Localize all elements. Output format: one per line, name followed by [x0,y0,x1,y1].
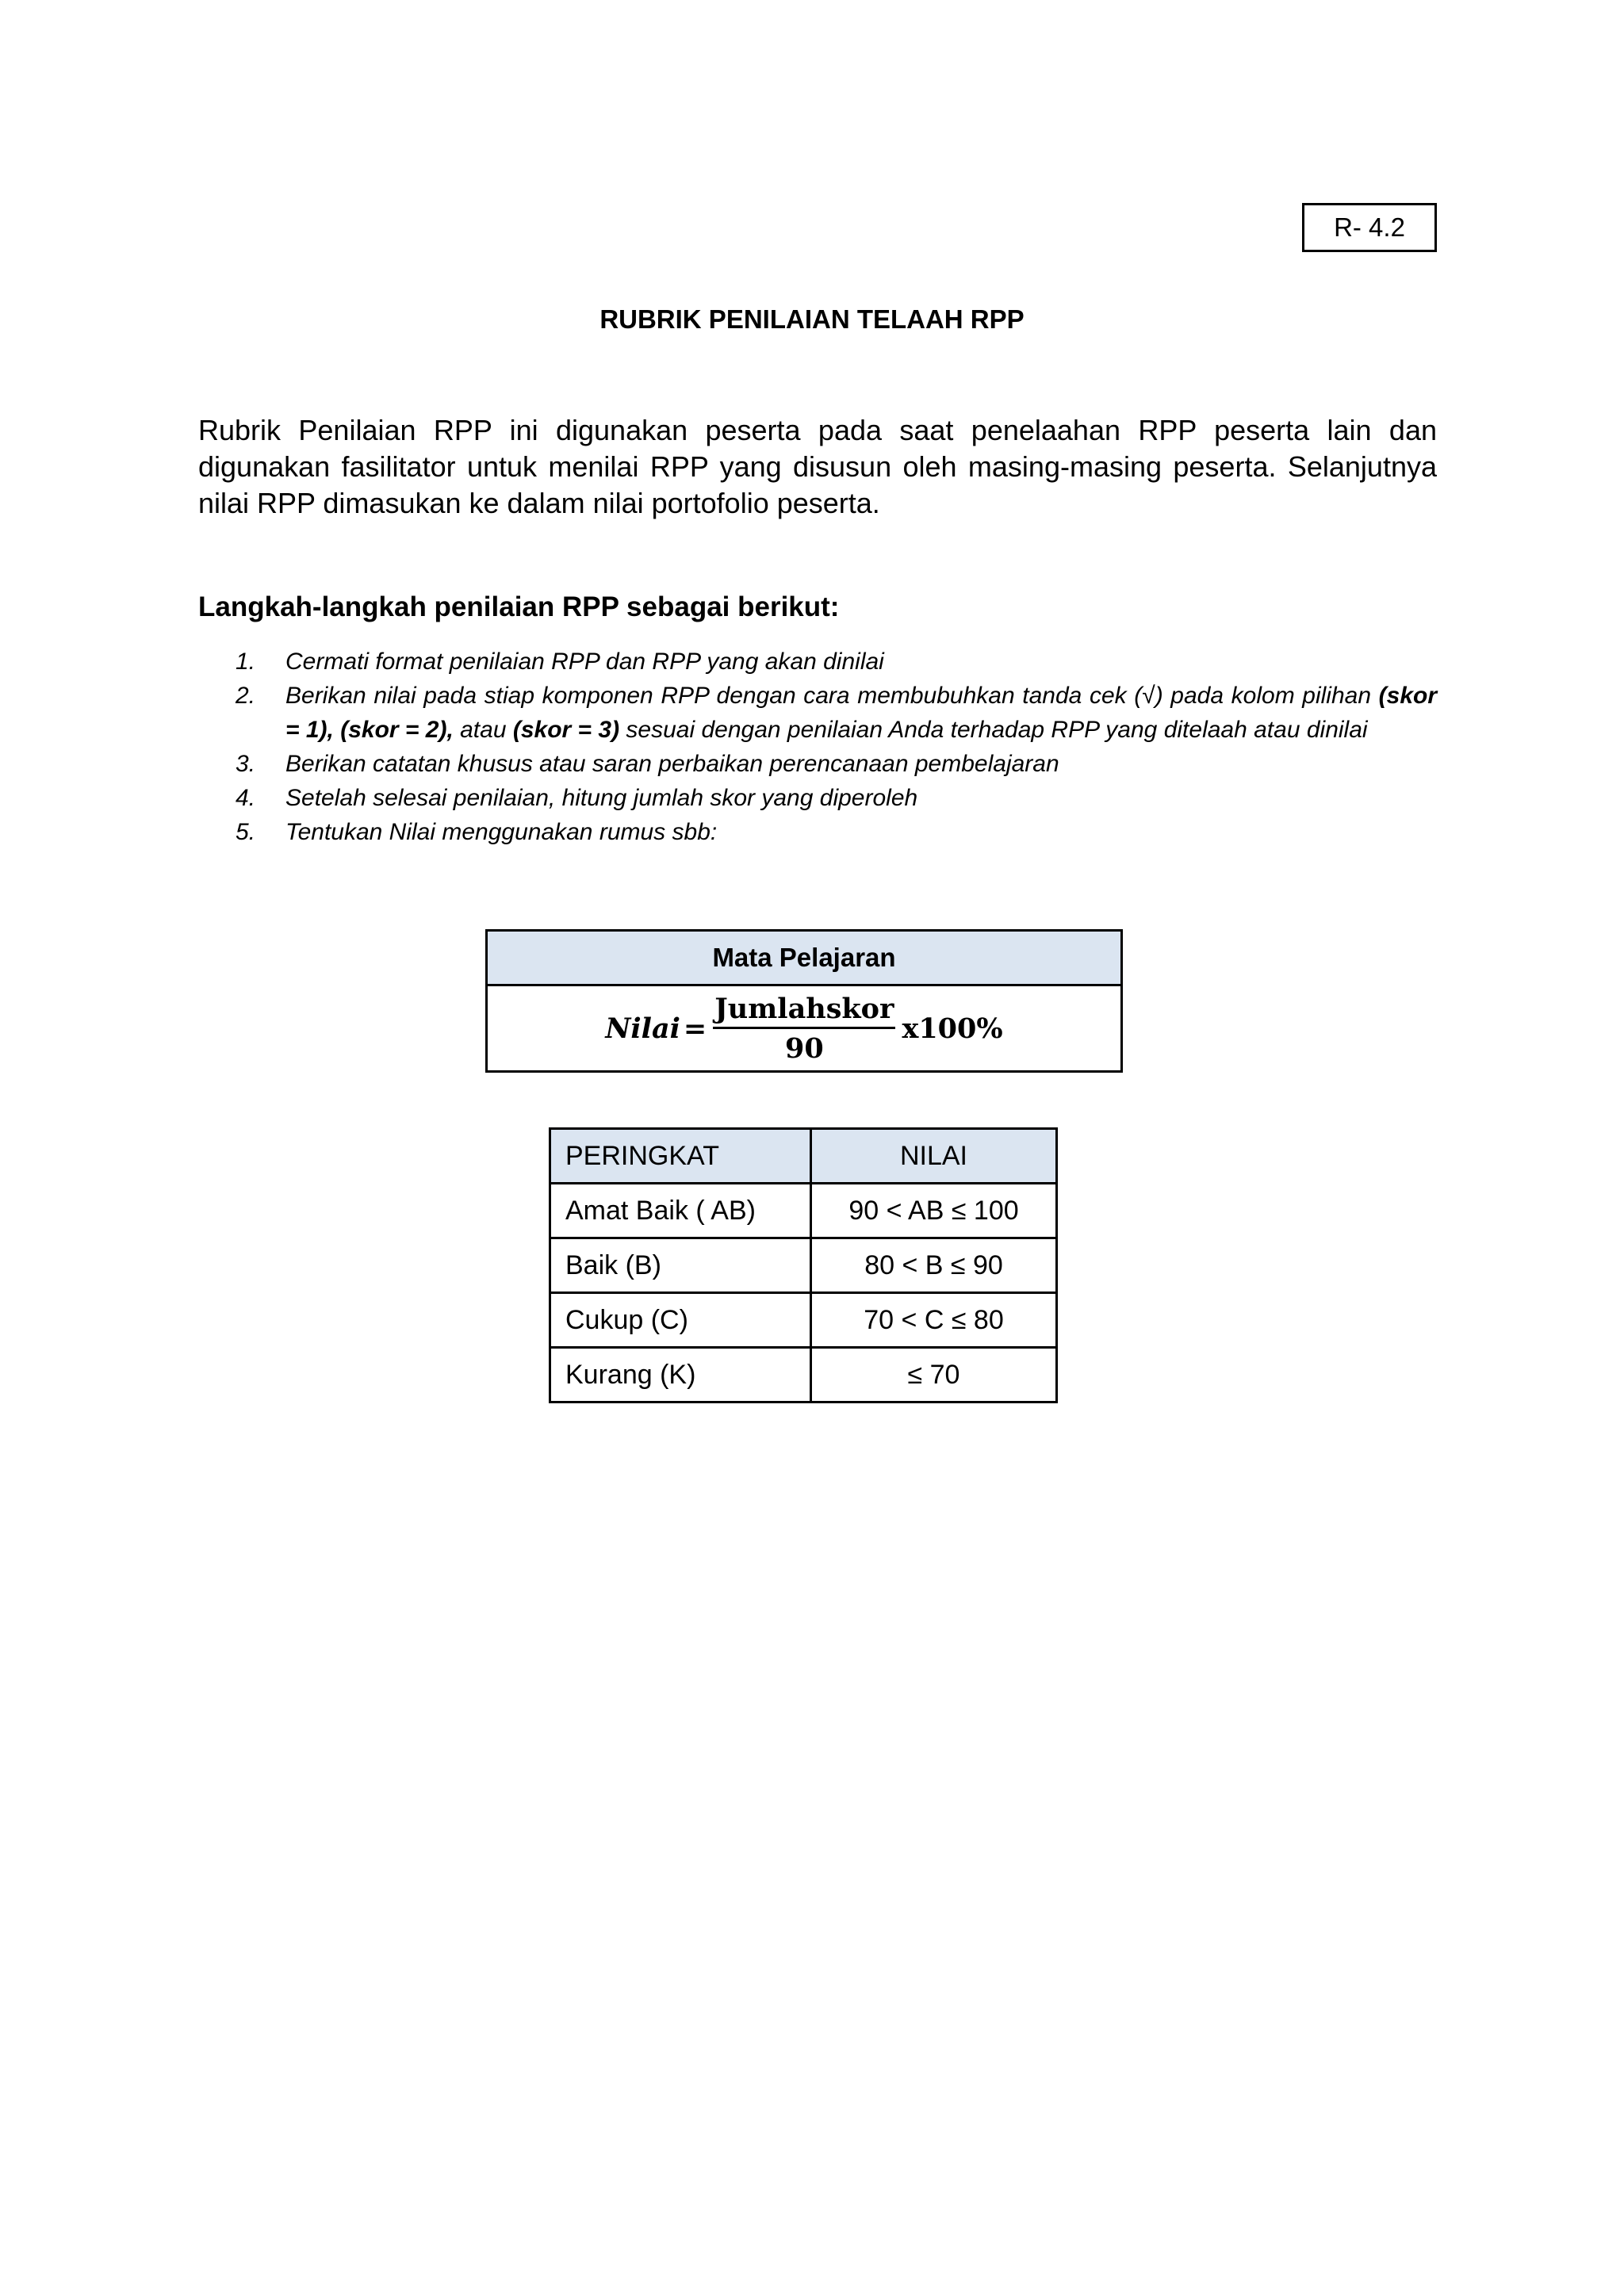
formula-table-header: Mata Pelajaran [487,931,1122,985]
grade-label: Cukup (C) [550,1293,811,1348]
list-item [198,679,1437,747]
step-number: 4. [236,785,256,811]
grade-range: 80 < B ≤ 90 [811,1238,1057,1293]
step-text-part: atau [453,717,513,743]
table-row [550,1184,1057,1238]
grade-range: ≤ 70 [811,1348,1057,1402]
formula-rhs: x100% [902,1012,1003,1045]
formula-numerator: Jumlahskor [713,993,895,1029]
grade-range: 90 < AB ≤ 100 [811,1184,1057,1238]
formula-cell [487,985,1122,1072]
step-text-part [334,717,340,743]
step-text: Tentukan Nilai menggunakan rumus sbb: [285,819,718,845]
formula-table [485,929,1123,1073]
list-item [198,747,1437,781]
score-3-label: (skor = 3) [512,717,620,743]
grade-label: Baik (B) [550,1238,811,1293]
step-number: 2. [236,683,256,709]
grade-label: Kurang (K) [550,1348,811,1402]
column-header: PERINGKAT [550,1129,811,1184]
document-title: RUBRIK PENILAIAN TELAAH RPP [599,304,1025,334]
formula-lhs: Nilai [605,1012,680,1045]
grade-range: 70 < C ≤ 80 [811,1293,1057,1348]
formula-fraction [713,993,895,1065]
step-text-part: Berikan nilai pada stiap komponen RPP dengan cara membubuhkan tanda cek (√) pada kolom pilihan [285,683,1379,709]
formula-denominator: 90 [784,1031,824,1065]
document-code-box [1302,203,1437,252]
score-formula [605,993,1002,1065]
step-text-part: sesuai dengan penilaian Anda terhadap RPP yang ditelaah atau dinilai [619,717,1368,743]
formula-equals: = [683,1012,707,1045]
table-row [550,1348,1057,1402]
list-item [198,781,1437,815]
list-item [198,645,1437,679]
step-number: 5. [236,819,256,845]
grade-table [549,1127,1058,1403]
step-text: Berikan catatan khusus atau saran perbaikan perencanaan pembelajaran [285,751,1059,777]
document-code: R- 4.2 [1334,212,1405,242]
list-item [198,815,1437,849]
column-header: NILAI [811,1129,1057,1184]
step-number: 1. [236,649,256,675]
step-text [285,679,1437,747]
step-text: Cermati format penilaian RPP dan RPP yang akan dinilai [285,649,884,675]
score-1-label: (skor = 1), [285,683,1437,743]
steps-heading: Langkah-langkah penilaian RPP sebagai berikut: [198,591,840,622]
steps-list [198,645,1437,849]
table-row [550,1238,1057,1293]
step-number: 3. [236,751,256,777]
grade-label: Amat Baik ( AB) [550,1184,811,1238]
intro-paragraph: Rubrik Penilaian RPP ini digunakan peserta pada saat penelaahan RPP peserta lain dan digunakan fasilitator untuk menilai RPP yang disusun oleh masing-masing peserta. Selanjutnya nilai RPP dimasukan ke dalam nilai portofolio peserta. [198,414,1437,519]
table-header-row [550,1129,1057,1184]
score-2-label: (skor = 2), [340,717,454,743]
step-text: Setelah selesai penilaian, hitung jumlah skor yang diperoleh [285,785,918,811]
table-row [550,1293,1057,1348]
